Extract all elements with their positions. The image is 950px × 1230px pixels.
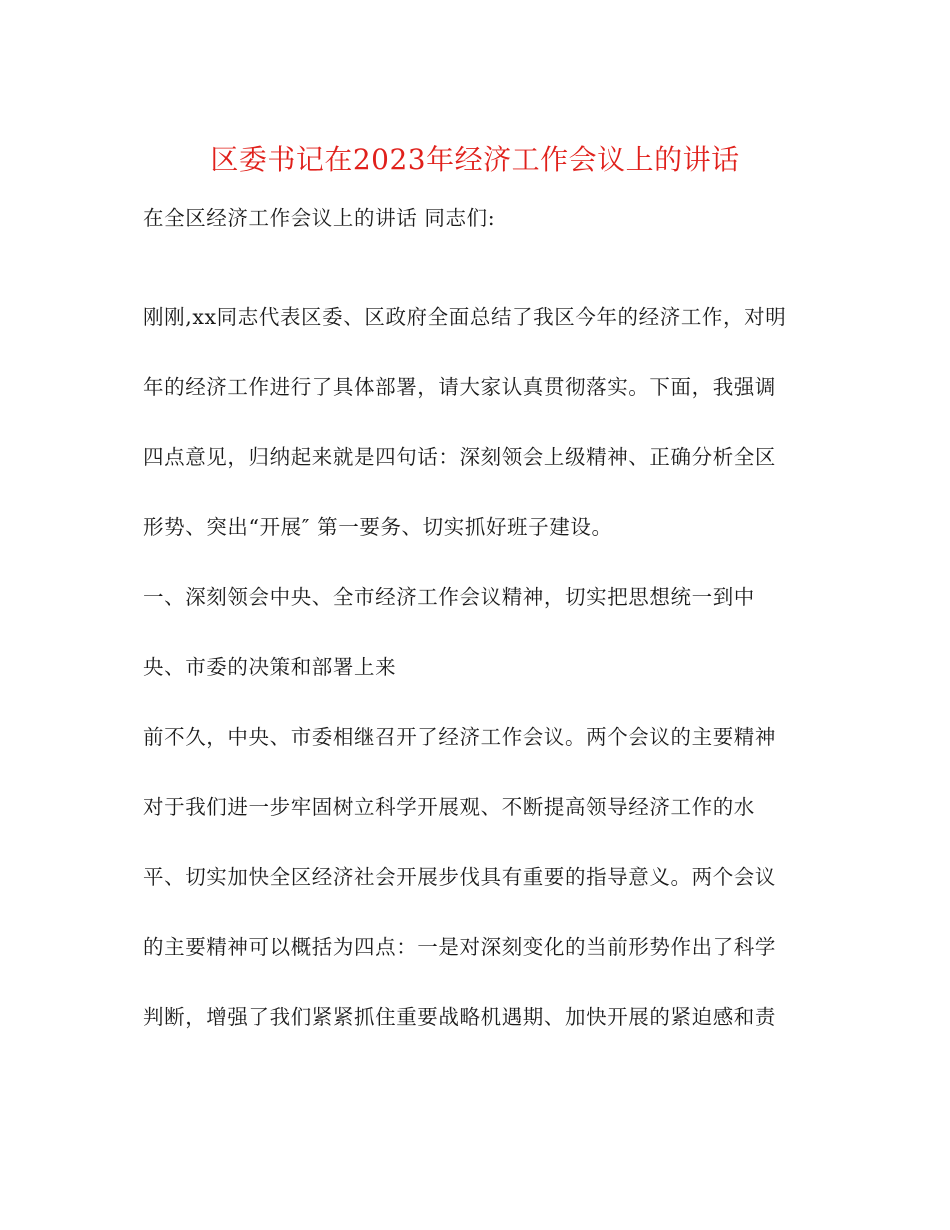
text-line: 前不久，中央、市委相继召开了经济工作会议。两个会议的主要精神 xyxy=(143,725,776,749)
text-line: 四点意见，归纳起来就是四句话：深刻领会上级精神、正确分析全区 xyxy=(143,445,776,469)
text-line: 年的经济工作进行了具体部署，请大家认真贯彻落实。下面，我强调 xyxy=(143,375,776,399)
text-line: 的主要精神可以概括为四点：一是对深刻变化的当前形势作出了科学 xyxy=(143,935,776,959)
text-line: 在全区经济工作会议上的讲话 同志们: xyxy=(143,206,496,230)
text-line: 平、切实加快全区经济社会开展步伐具有重要的指导意义。两个会议 xyxy=(143,865,776,889)
section-heading-line: 一、深刻领会中央、全市经济工作会议精神，切实把思想统一到中 xyxy=(143,585,755,609)
text-line: 形势、突出“开展″ 第一要务、切实抓好班子建设。 xyxy=(143,515,613,539)
text-line: 对于我们进一步牢固树立科学开展观、不断提高领导经济工作的水 xyxy=(143,795,755,819)
text-line: 刚刚,xx同志代表区委、区政府全面总结了我区今年的经济工作，对明 xyxy=(143,305,787,329)
document-title: 区委书记在2023年经济工作会议上的讲话 xyxy=(210,143,740,176)
text-line: 判断，增强了我们紧紧抓住重要战略机遇期、加快开展的紧迫感和责 xyxy=(143,1005,776,1029)
section-heading-line: 央、市委的决策和部署上来 xyxy=(143,655,397,679)
